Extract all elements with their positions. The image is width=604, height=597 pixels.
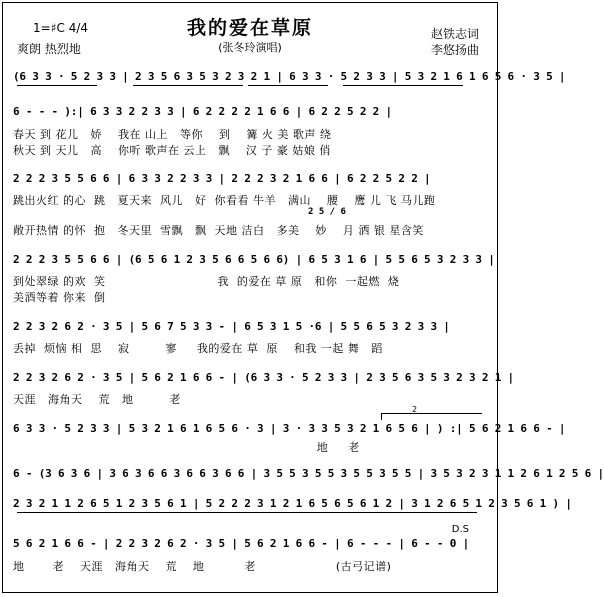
lyric-row: 天涯 海角天 荒 地 老	[13, 393, 181, 406]
notation-row: 2 2 2 3 5 5 6 6 | (6 5 6 1 2 3 5 6 6 5 6 6) | 6 5 3 1 6 | 5 5 6 5 3 2 3 3 |	[13, 253, 495, 266]
lyric-row: 敞开热情 的怀 抱 冬天里 雪飘 飘 天地 洁白 多美 妙 月 洒 银 星含笑	[13, 224, 424, 237]
notation-row: 2 2 2 3 5 5 6 6 | 6 3 3 2 2 3 3 | 2 2 2 3 2 1 6 6 | 6 2 2 5 2 2 |	[13, 172, 431, 185]
lyric-row: 跳出火红 的心 跳 夏天来 风儿 好 你看看 牛羊 满山 腰 鹰 儿 飞 马儿跑	[13, 194, 436, 207]
beam-line	[133, 85, 243, 86]
lyric-row: 到处翠绿 的欢 笑 我 的爱在 草 原 和你 一起燃 烧	[13, 275, 400, 288]
score-sheet	[2, 2, 604, 593]
lyric-row: 美酒等着 你来 倒	[13, 291, 106, 304]
key-signature: 1=♯C 4/4	[33, 21, 89, 35]
lyric-row: 春天 到 花儿 娇 我在 山上 等你 到 篝 火 美 歌声 绕	[13, 128, 332, 141]
notation-row: 2 2 3 2 6 2 · 3 5 | 5 6 2 1 6 6 - | (6 3 3 · 5 2 3 3 | 2 3 5 6 3 5 3 2 3 2 1 |	[13, 371, 514, 384]
tempo-mood: 爽朗 热烈地	[17, 42, 81, 56]
volta-bracket: 2	[381, 413, 482, 420]
notation-row: 6 - (3 6 3 6 | 3 6 3 6 6 3 6 6 3 6 6 | 3 5 5 3 5 5 3 5 5 3 5 5 | 3 5 3 2 3 1 1 2 6 1 2 5 6 |	[13, 467, 604, 480]
beam-line	[17, 512, 477, 513]
beam-line	[248, 85, 328, 86]
notation-row: 5 6 2 1 6 6 - | 2 2 3 2 6 2 · 3 5 | 5 6 2 1 6 6 - | 6 - - - | 6 - - 0 |	[13, 537, 470, 550]
lyric-row: 地 老 天涯 海角天 荒 地 老 (古弓记谱)	[13, 560, 392, 573]
lyric-row: 地 老	[13, 441, 360, 454]
notation-row: 2 3 2 1 1 2 6 5 1 2 3 5 6 1 | 5 2 2 2 3 1 2 1 6 5 6 5 6 1 2 | 3 1 2 6 5 1 2 3 5 6 1 ) |	[13, 497, 572, 510]
lyric-row: 秋天 到 天儿 高 你听 歌声在 云上 飘 汉 子 豪 姑娘 俏	[13, 144, 331, 157]
song-title: 我的爱在草原	[186, 17, 313, 39]
notation-row: 2 2 3 2 6 2 · 3 5 | 5 6 7 5 3 3 - | 6 5 3 1 5 ·6 | 5 5 6 5 3 2 3 3 |	[13, 320, 450, 333]
singer-credit: (张冬玲演唱)	[218, 41, 282, 54]
notation-row: (6 3 3 · 5 2 3 3 | 2 3 5 6 3 5 3 2 3 2 1 | 6 3 3 · 5 2 3 3 | 5 3 2 1 6 1 6 5 6 · 3 5 |	[13, 70, 566, 83]
chord-annotation: 2 5 / 6	[308, 207, 346, 217]
lyricist-credit: 赵铁志词	[430, 27, 479, 41]
notation-row: 6 3 3 · 5 2 3 3 | 5 3 2 1 6 1 6 5 6 · 3 | 3 · 3 3 5 3 2 1 6 5 6 | ) :| 5 6 2 1 6 6 - |	[13, 422, 566, 435]
composer-credit: 李悠扬曲	[430, 43, 479, 57]
lyric-row: 丢掉 烦恼 相 思 寂 寥 我的爱在 草 原 和我 一起 舞 蹈	[13, 342, 383, 355]
notation-row: 6 - - - ):| 6 3 3 2 2 3 3 | 6 2 2 2 2 1 6 6 | 6 2 2 5 2 2 |	[13, 105, 392, 118]
beam-line	[343, 85, 463, 86]
dal-segno-mark: D.S	[451, 524, 469, 535]
beam-line	[17, 85, 97, 86]
